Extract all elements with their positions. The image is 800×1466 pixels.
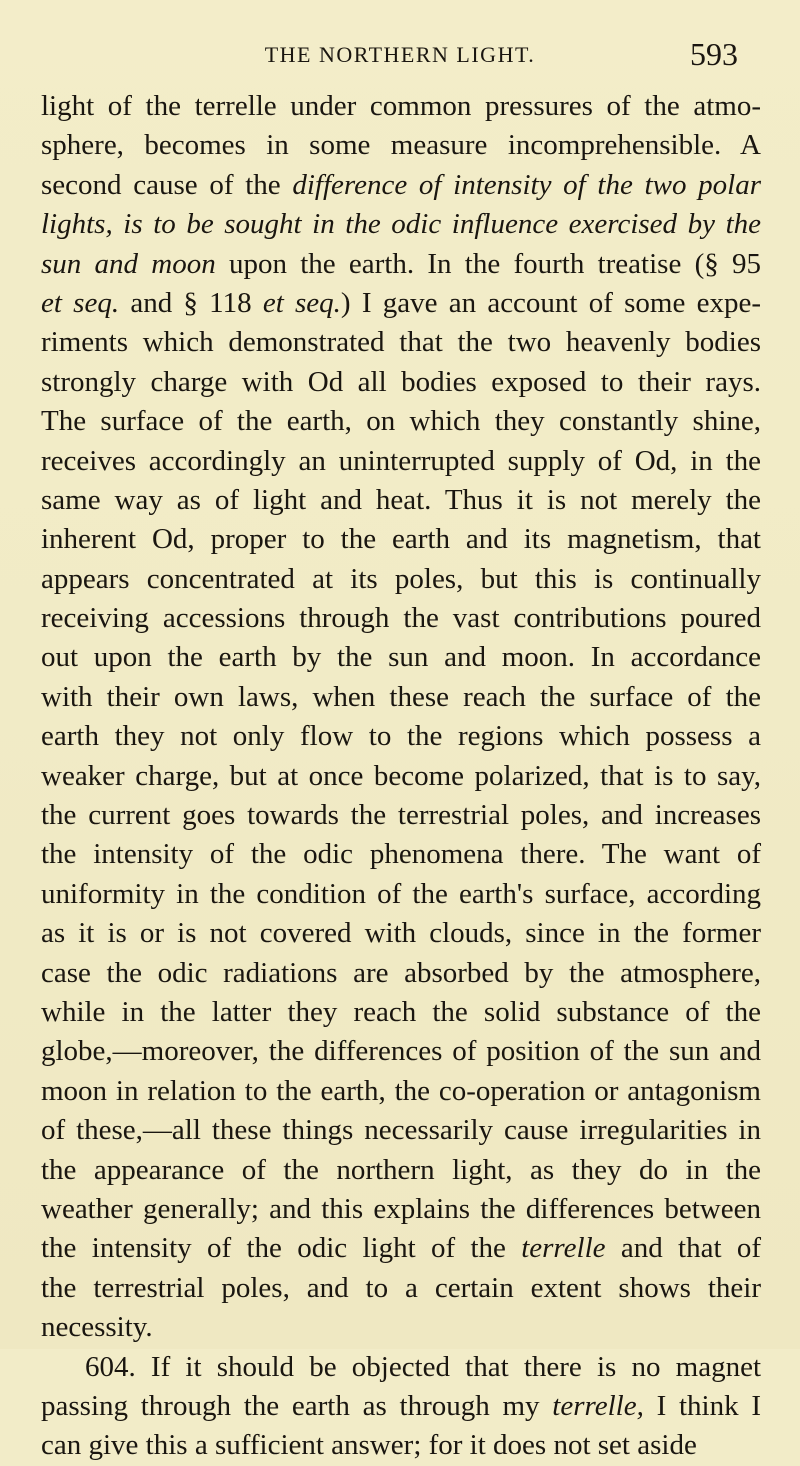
body-text xyxy=(41,87,761,1466)
text-line xyxy=(41,323,761,362)
text-line xyxy=(41,599,761,638)
text-line xyxy=(41,1229,761,1268)
text-run: and § 118 xyxy=(119,286,263,319)
text-run: the appearance of the northern light, as they do in the xyxy=(41,1153,761,1186)
text-run: weather generally; and this explains the differences between xyxy=(41,1192,761,1225)
text-line xyxy=(41,1072,761,1111)
text-line xyxy=(41,402,761,441)
text-run: receives accordingly an uninterrupted supply of Od, in the xyxy=(41,444,761,477)
text-run: the terrestrial poles, and to a certain extent shows their xyxy=(41,1271,761,1304)
text-line xyxy=(41,520,761,559)
text-run: ) I gave an account of some expe- xyxy=(340,286,761,319)
text-run: same way as of light and heat. Thus it is not merely the xyxy=(41,483,761,516)
running-title: THE NORTHERN LIGHT. xyxy=(264,42,536,67)
text-run: out upon the earth by the sun and moon. In accordance xyxy=(41,641,761,674)
text-run: The surface of the earth, on which they constantly shine, xyxy=(41,405,761,438)
text-run: globe,—moreover, the differences of position of the sun and xyxy=(41,1035,761,1068)
text-line xyxy=(41,914,761,953)
text-run: strongly charge with Od all bodies exposed to their rays. xyxy=(41,365,761,398)
text-line xyxy=(41,245,761,284)
text-run: 604. If it should be objected that there is no magnet xyxy=(85,1350,761,1383)
italic-text: terrelle, xyxy=(552,1389,644,1422)
text-run: uniformity in the condition of the earth's surface, according xyxy=(41,877,761,910)
text-line xyxy=(41,560,761,599)
text-line xyxy=(41,717,761,756)
text-run: earth they not only flow to the regions which possess a xyxy=(41,720,761,753)
text-run: appears concentrated at its poles, but this is continually xyxy=(41,562,761,595)
text-line xyxy=(41,875,761,914)
text-line xyxy=(41,1426,761,1465)
text-run: can give this a sufficient answer; for it does not set aside xyxy=(41,1429,697,1462)
text-run: I think I xyxy=(643,1389,761,1422)
text-line xyxy=(41,638,761,677)
text-run: the current goes towards the terrestrial poles, and increases xyxy=(41,799,761,832)
text-line xyxy=(41,205,761,244)
text-run: sphere, becomes in some measure incomprehensible. A xyxy=(41,129,761,162)
text-run: moon in relation to the earth, the co-operation or antagonism xyxy=(41,1074,761,1107)
italic-text: terrelle xyxy=(521,1232,606,1265)
text-line xyxy=(41,1190,761,1229)
text-line xyxy=(41,1387,761,1426)
text-run: light of the terrelle under common pressures of the atmo- xyxy=(41,90,761,122)
text-line xyxy=(41,284,761,323)
text-line xyxy=(41,796,761,835)
text-line xyxy=(41,954,761,993)
text-run: passing through the earth as through my xyxy=(41,1389,553,1422)
text-line xyxy=(41,1308,761,1347)
text-line xyxy=(41,363,761,402)
text-run: while in the latter they reach the solid substance of the xyxy=(41,995,761,1028)
text-run: receiving accessions through the vast contributions poured xyxy=(41,602,761,635)
text-run: with their own laws, when these reach the surface of the xyxy=(41,680,761,713)
page-number: 593 xyxy=(690,36,738,72)
text-line xyxy=(41,993,761,1032)
text-line xyxy=(41,757,761,796)
text-run: of these,—all these things necessarily cause irregularities in xyxy=(41,1114,761,1147)
italic-text: difference of intensity of the two polar xyxy=(292,168,761,201)
text-line xyxy=(41,1032,761,1071)
text-run: weaker charge, but at once become polarized, that is to say, xyxy=(41,759,761,792)
text-line xyxy=(41,442,761,481)
text-run: second cause of the xyxy=(41,168,293,201)
text-run: riments which demonstrated that the two heavenly bodies xyxy=(41,326,761,359)
text-line xyxy=(41,126,761,165)
italic-text: sun and moon xyxy=(41,247,216,280)
italic-text: et seq. xyxy=(262,286,341,319)
italic-text: et seq. xyxy=(41,286,120,319)
text-line xyxy=(41,835,761,874)
text-line xyxy=(41,87,761,126)
text-line xyxy=(41,678,761,717)
text-line xyxy=(41,1269,761,1308)
italic-text: lights, is to be sought in the odic influence exercised by the xyxy=(41,208,761,241)
page-header xyxy=(0,36,800,76)
text-run: case the odic radiations are absorbed by the atmosphere, xyxy=(41,956,761,989)
text-line xyxy=(41,481,761,520)
text-line xyxy=(41,1348,761,1387)
text-run: the intensity of the odic phenomena there. The want of xyxy=(41,838,761,871)
text-line xyxy=(41,1151,761,1190)
text-line xyxy=(41,166,761,205)
text-run: necessity. xyxy=(41,1311,153,1344)
text-run: and that of xyxy=(605,1232,761,1265)
text-run: inherent Od, proper to the earth and its magnetism, that xyxy=(41,523,761,556)
text-run: the intensity of the odic light of the xyxy=(41,1232,522,1265)
text-run: upon the earth. In the fourth treatise (§ 95 xyxy=(215,247,761,280)
text-run: as it is or is not covered with clouds, since in the former xyxy=(41,917,761,950)
text-line xyxy=(41,1111,761,1150)
